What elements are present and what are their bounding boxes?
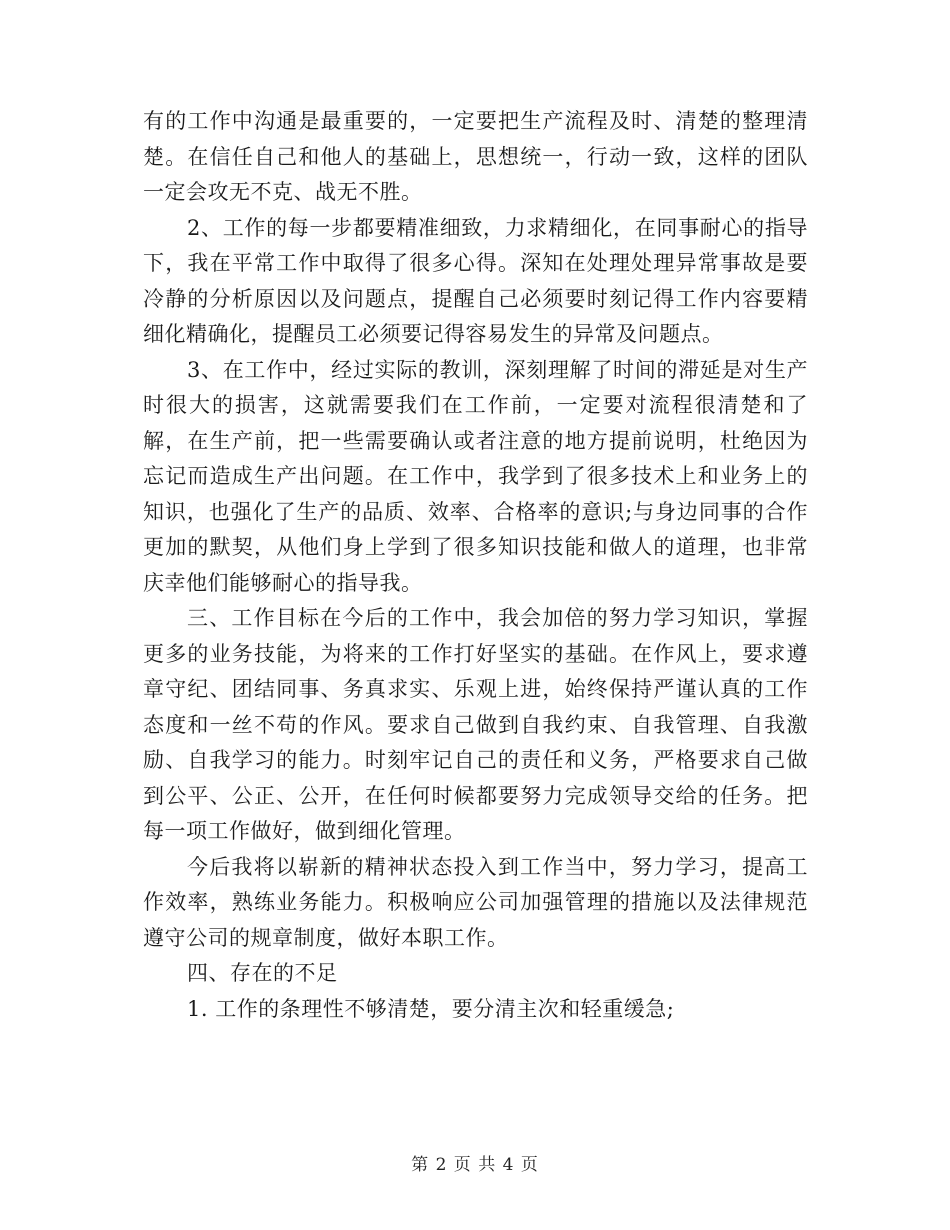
page-number-footer: 第 2 页 共 4 页 [411, 1155, 539, 1175]
paragraph-5: 今后我将以崭新的精神状态投入到工作当中，努力学习，提高工作效率，熟练业务能力。积极响应公司加强管理的措施以及法律规范遵守公司的规章制度，做好本职工作。 [143, 854, 808, 950]
paragraph-2: 2、工作的每一步都要精准细致，力求精细化，在同事耐心的指导下，我在平常工作中取得了很多心得。深知在处理处理异常事故是要冷静的分析原因以及问题点，提醒自己必须要时刻记得工作内容要精细化精确化，提醒员工必须要记得容易发生的异常及问题点。 [143, 215, 808, 346]
paragraph-3: 3、在工作中，经过实际的教训，深刻理解了时间的滞延是对生产时很大的损害，这就需要我们在工作前，一定要对流程很清楚和了解，在生产前，把一些需要确认或者注意的地方提前说明，杜绝因为忘记而造成生产出问题。在工作中，我学到了很多技术上和业务上的知识，也强化了生产的品质、效率、合格率的意识;与身边同事的合作更加的默契，从他们身上学到了很多知识技能和做人的道理，也非常庆幸他们能够耐心的指导我。 [143, 357, 808, 595]
section-heading-shortcomings: 四、存在的不足 [187, 961, 338, 985]
paragraph-1: 有的工作中沟通是最重要的，一定要把生产流程及时、清楚的整理清楚。在信任自己和他人的基础上，思想统一，行动一致，这样的团队一定会攻无不克、战无不胜。 [143, 109, 808, 204]
paragraph-4: 三、工作目标在今后的工作中，我会加倍的努力学习知识，掌握更多的业务技能，为将来的工作打好坚实的基础。在作风上，要求遵章守纪、团结同事、务真求实、乐观上进，始终保持严谨认真的工作态度和一丝不苟的作风。要求自己做到自我约束、自我管理、自我激励、自我学习的能力。时刻牢记自己的责任和义务，严格要求自己做到公平、公正、公开，在任何时候都要努力完成领导交给的任务。把每一项工作做好，做到细化管理。 [143, 606, 808, 843]
document-body [143, 104, 808, 1027]
list-item-1: 1. 工作的条理性不够清楚，要分清主次和轻重缓急; [187, 996, 675, 1021]
